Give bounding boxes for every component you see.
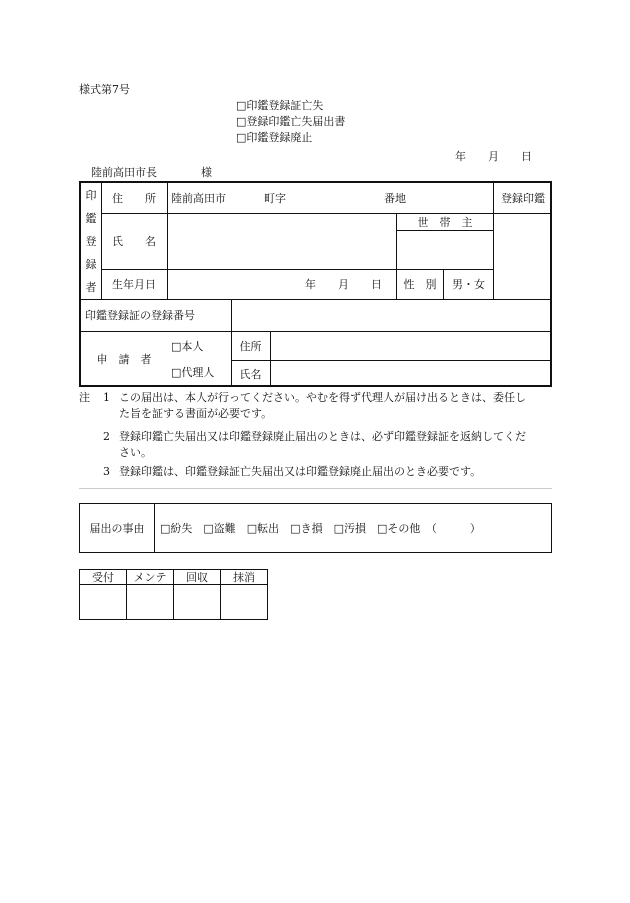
title-registration-abolish[interactable]: □印鑑登録廃止: [236, 131, 313, 144]
applicant-address-field[interactable]: [271, 332, 552, 360]
notes-prefix: 注: [79, 391, 90, 404]
note-item-2: 2 登録印鑑亡失届出又は印鑑登録廃止届出のときは、必ず印鑑登録証を返納してくだ さい。: [103, 430, 526, 459]
applicant-self-checkbox[interactable]: □本人: [171, 340, 204, 353]
office-use-table: [79, 569, 268, 620]
registrant-side-label: 印 鑑 登 録 者: [85, 188, 97, 295]
registrant-table: [79, 181, 552, 387]
office-col-received: 受付: [92, 571, 114, 584]
address-label: 住 所: [112, 192, 156, 205]
reason-box: [79, 503, 552, 553]
card-number-label: 印鑑登録証の登録番号: [85, 309, 195, 322]
date-field[interactable]: 年 月 日: [455, 150, 532, 163]
title-card-lost[interactable]: □印鑑登録証亡失: [236, 99, 324, 112]
household-head-field[interactable]: [397, 231, 493, 269]
applicant-label: 申 請 者: [96, 353, 152, 366]
office-col-collected: 回収: [186, 571, 208, 584]
address-city: 陸前高田市: [171, 192, 226, 205]
form-number: 様式第7号: [79, 83, 130, 96]
applicant-address-label: 住所: [239, 339, 262, 353]
reason-options[interactable]: □紛失 □盗難 □転出 □き損 □汚損 □その他 （ ）: [160, 522, 481, 535]
title-seal-lost[interactable]: □登録印鑑亡失届出書: [236, 115, 346, 128]
address-lot: 番地: [384, 192, 406, 205]
birth-label: 生年月日: [112, 278, 156, 291]
applicant-proxy-checkbox[interactable]: □代理人: [171, 366, 215, 379]
applicant-name-label: 氏名: [239, 367, 262, 381]
seal-impression-box[interactable]: [494, 214, 552, 299]
household-head-label: 世 帯 主: [417, 215, 473, 229]
office-col-deleted: 抹消: [233, 571, 255, 584]
birth-field[interactable]: 年 月 日: [305, 278, 382, 291]
office-col-maintenance: メンテ: [133, 571, 167, 584]
gender-label: 性 別: [403, 278, 437, 291]
name-field[interactable]: [168, 214, 396, 269]
addressee: 陸前高田市長 様: [91, 166, 212, 179]
name-label: 氏 名: [112, 235, 156, 248]
card-number-field[interactable]: [232, 300, 552, 331]
seal-label: 登録印鑑: [501, 192, 545, 205]
form-titles: [236, 98, 345, 146]
applicant-name-field[interactable]: [271, 361, 552, 387]
address-field[interactable]: [167, 183, 493, 213]
note-item-3: 3 登録印鑑は、印鑑登録証亡失届出又は印鑑登録廃止届出のとき必要です。: [103, 465, 482, 478]
gender-field[interactable]: 男・女: [452, 278, 485, 291]
divider: [79, 488, 552, 489]
note-item-1: 1 この届出は、本人が行ってください。やむを得ず代理人が届け出るときは、委任し た旨を証する書面が必要です。: [103, 391, 526, 420]
address-town: 町字: [264, 192, 286, 205]
reason-label: 届出の事由: [89, 522, 145, 535]
